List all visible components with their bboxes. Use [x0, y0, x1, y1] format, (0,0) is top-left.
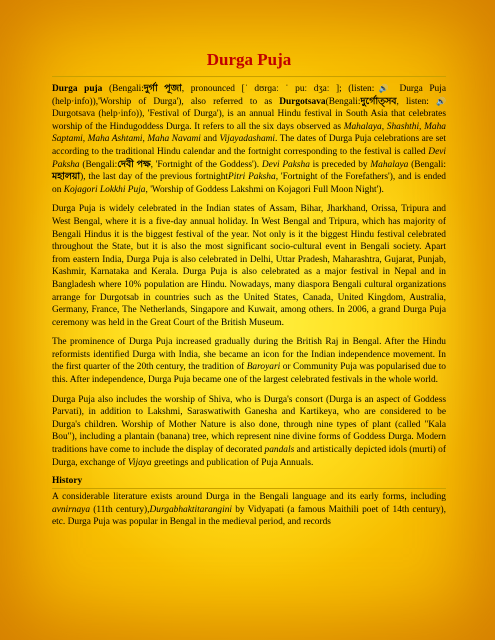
- vijaya: Vijaya: [127, 457, 152, 468]
- paragraph-intro: [52, 83, 446, 196]
- bengali-name: দুর্গা পূজা: [143, 84, 182, 94]
- text-span: Durgotsava (help·info)), 'Festival of Durga'), is an annual Hindu festival in South Asia that celebrates worship of the Hindugoddess Durga. It refers to all the six days observed as: [52, 109, 446, 132]
- text-span: is preceded by: [309, 159, 371, 170]
- baroyari: Baroyari: [246, 362, 281, 373]
- paragraph-celebration: Durga Puja is widely celebrated in the Indian states of Assam, Bihar, Jharkhand, Orissa, Tripura and West Bengal, where it is a five-day annual holiday. In West Bengal and Tripura, which has majority of Bengali Hindus it is the biggest festival of the year. Not only is it the biggest Hindu festival celebrated throughout the State, but it is also the most significant socio-cultural event in Bengali society. Apart from eastern India, Durga Puja is also celebrated in Delhi, Uttar Pradesh, Maharashtra, Gujarat, Punjab, Kashmir, Karnataka and Kerala. Durga Puja is also celebrated as a major festival in Nepal and in Bangladesh where 10% population are Hindu. Nowadays, many diaspora Bengali cultural organizations arrange for Durgotsab in countries such as the United States, Canada, United Kingdom, Australia, Germany, France, The Netherlands, Singapore and Kuwait, among others. In 2006, a grand Durga Puja ceremony was held in the Great Court of the British Museum.: [52, 204, 446, 328]
- speaker-icon[interactable]: 🔊: [436, 96, 446, 106]
- text-span: , 'Fortnight of the Forefathers'), and is ended on: [52, 172, 446, 195]
- text-span: (Bengali:: [102, 84, 144, 94]
- history-heading: History: [52, 476, 446, 489]
- paragraph-worship: [52, 394, 446, 470]
- pandals: pandals: [264, 445, 295, 456]
- text-span: (11th century),: [90, 504, 150, 515]
- speaker-icon[interactable]: 🔊: [374, 84, 393, 93]
- page-title: Durga Puja: [52, 50, 446, 77]
- lead-term: Durga puja: [52, 84, 103, 94]
- text-span: greetings and publication of Puja Annuals.: [151, 457, 314, 468]
- bengali-durgotsava: দুর্গোত্সব: [360, 96, 397, 107]
- text-span: ), the last day of the previous fortnight: [80, 172, 229, 183]
- listen-link-durga[interactable]: Durga: [399, 84, 423, 94]
- bengali-mahalaya: মহালয়া: [52, 172, 81, 183]
- durgotsava-term: Durgotsava: [279, 96, 326, 107]
- kojagori-lokkhi-puja: Kojagori Lokkhi Puja: [63, 184, 146, 195]
- devi-paksha: Devi Paksha: [52, 146, 446, 170]
- devi-paksha: Devi Paksha: [261, 159, 310, 170]
- mahalaya: Mahalaya: [370, 159, 409, 170]
- paragraph-history: [52, 491, 446, 529]
- durgabhaktitarangini: Durgabhaktitarangini: [149, 504, 232, 515]
- text-span: , 'Worship of Goddess Lakshmi on Kojagori Full Moon Night').: [145, 184, 384, 195]
- text-span: or Community Puja was popularised due to this. After independence, Durga Puja became one of the largest celebrated festivals in the whole world.: [52, 362, 446, 386]
- text-span: . The dates of Durga Puja celebrations are set according to the traditional Hindu calendar and the fortnight corresponding to the festival is called: [52, 134, 446, 157]
- text-span: (Bengali:: [408, 159, 446, 170]
- text-span: The prominence of Durga Puja increased gradually during the British Raj in Bengal. After the Hindu reformists identified Durga with India, she became an icon for the Indian independence movement. In the first quarter of the 20th century, the tradition of: [52, 337, 446, 373]
- text-span: and artistically depicted idols (murti) of Durga, exchange of: [52, 445, 446, 468]
- text-span: , 'Fortnight of the Goddess').: [150, 159, 262, 170]
- text-span: A considerable literature exists around Durga in the Bengali language and its early forms, including: [52, 492, 446, 503]
- pitri-paksha: Pitri Paksha: [228, 172, 276, 183]
- paragraph-prominence: [52, 336, 446, 386]
- text-span: , listen:: [396, 96, 437, 107]
- text-span: Durga Puja also includes the worship of Shiva, who is Durga's consort (Durga is an aspect of Goddess Parvati), in addition to Lakshmi, Saraswatiwith Ganesha and Kartikeya, who are considered to be Durga's children. Worship of Mother Nature is also done, through nine types of plant (called "Kala Bou"), including a plantain (banana) tree, which represent nine divine forms of Goddess Durga. Modern traditions have come to include the display of decorated: [52, 394, 446, 456]
- vijayadashami: Vijayadashami: [219, 134, 276, 145]
- text-span: by Vidyapati (a famous Maithili poet of 14th century), etc. Durga Puja was popular in Bengal in the medieval period, and records: [52, 504, 446, 528]
- pronunciation: , pronounced [ˈ dʊrɡaː ˈ puː dʒaː ]; (listen:: [181, 84, 375, 94]
- bengali-devi-paksha: দেবী পক্ষ: [117, 159, 151, 170]
- text-span: (Bengali:: [325, 96, 361, 107]
- text-span: and: [200, 134, 220, 145]
- avnirnaya: avnirnaya: [52, 504, 91, 515]
- text-span: Puja (help·info)),'Worship of Durga'), also referred to as: [52, 84, 447, 107]
- document-body: [52, 50, 446, 536]
- text-span: (Bengali:: [79, 159, 118, 170]
- festival-days: Mahalaya, Shashthi, Maha Saptami, Maha Ashtami, Maha Navami: [52, 121, 446, 145]
